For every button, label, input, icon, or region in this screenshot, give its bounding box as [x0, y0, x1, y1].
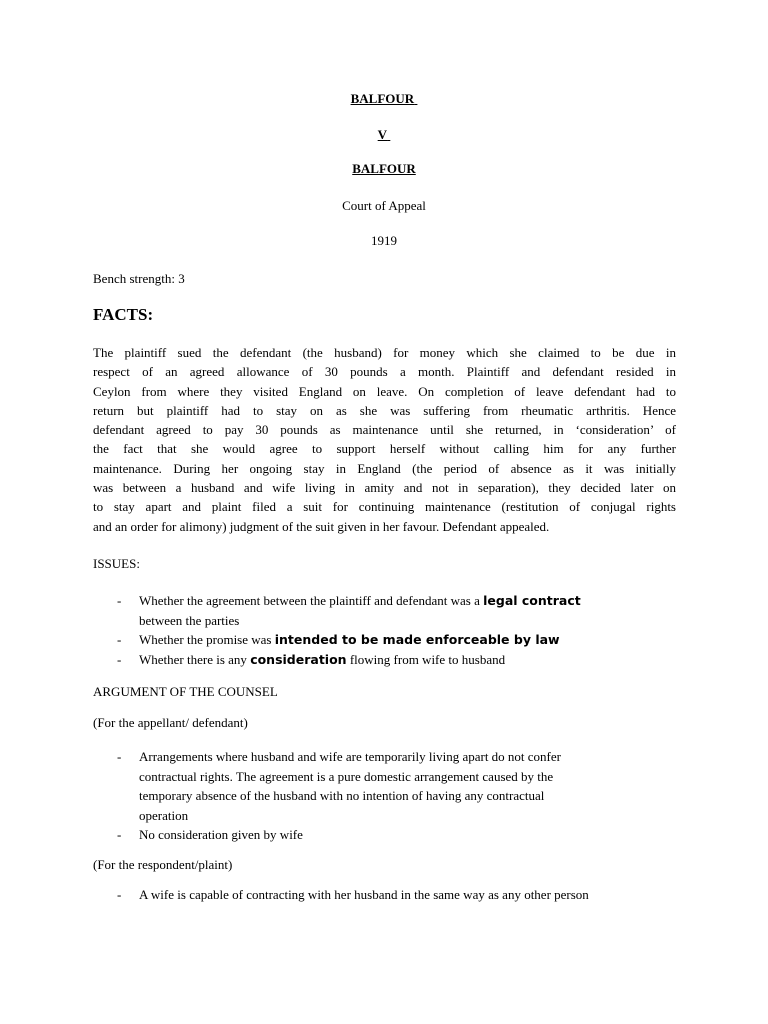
- argument-heading: ARGUMENT OF THE COUNSEL: [93, 684, 278, 699]
- bench-strength: Bench strength: 3: [93, 271, 185, 286]
- issues-heading: ISSUES:: [93, 556, 140, 571]
- case-party-2: BALFOUR: [352, 161, 416, 176]
- facts-line: was between a husband and wife living in amity and not in separation), they decided later on: [93, 480, 676, 496]
- argument-point-line: A wife is capable of contracting with her husband in the same way as any other person: [139, 887, 589, 902]
- issue-item: - Whether the promise was intended to be made enforceable by law: [117, 632, 560, 647]
- issue-item: - Whether there is any consideration flowing from wife to husband: [117, 651, 506, 667]
- argument-point-line: temporary absence of the husband with no intention of having any contractual: [139, 788, 545, 803]
- respondent-label: (For the respondent/plaint): [93, 857, 233, 872]
- court-name: Court of Appeal: [342, 198, 426, 213]
- argument-point: - No consideration given by wife: [93, 825, 693, 845]
- issues-list: [93, 591, 693, 669]
- case-year: 1919: [371, 233, 397, 248]
- argument-point-line: No consideration given by wife: [139, 827, 303, 842]
- facts-line: Ceylon from where they visited England on leave. On completion of leave defendant had to: [93, 383, 676, 399]
- appellant-label: (For the appellant/ defendant): [93, 715, 248, 730]
- facts-line: and an order for alimony) judgment of the suit given in her favour. Defendant appealed.: [93, 518, 550, 534]
- appellant-points: [93, 747, 693, 845]
- argument-point-line: operation: [139, 807, 189, 823]
- facts-paragraph: [93, 343, 676, 536]
- facts-line: The plaintiff sued the defendant (the husband) for money which she claimed to be due in: [93, 345, 676, 360]
- facts-line: to stay apart and plaint filed a suit for continuing maintenance (restitution of conjugal rights: [93, 499, 676, 515]
- facts-line: return but plaintiff had to stay on as she was suffering from rheumatic arthritis. Hence: [93, 402, 676, 418]
- argument-point: - Arrangements where husband and wife are temporarily living apart do not confer contractual rights. The agreement is a pure domestic arrangement caused by the temporary absence of the husband with no intention of having any contractual operation: [93, 747, 693, 825]
- argument-point-line: Arrangements where husband and wife are temporarily living apart do not confer: [139, 749, 561, 764]
- argument-point: - A wife is capable of contracting with her husband in the same way as any other person: [93, 885, 693, 905]
- argument-point-line: contractual rights. The agreement is a pure domestic arrangement caused by the: [139, 768, 554, 784]
- facts-line: defendant agreed to pay 30 pounds as maintenance until she returned, in ‘consideration’ of: [93, 422, 676, 438]
- facts-line: the fact that she would agree to support herself without calling him for any further: [93, 441, 676, 457]
- case-party-1: BALFOUR: [350, 91, 415, 106]
- facts-line: maintenance. During her ongoing stay in England (the period of absence as it was initially: [93, 460, 676, 476]
- facts-heading: FACTS:: [93, 305, 154, 324]
- facts-line: respect of an agreed allowance of 30 pounds a month. Plaintiff and defendant resided in: [93, 364, 676, 380]
- issue-item: - Whether the agreement between the plaintiff and defendant was a legal contract between the parties: [117, 593, 581, 628]
- respondent-points: [93, 885, 693, 905]
- case-versus: V: [377, 127, 388, 142]
